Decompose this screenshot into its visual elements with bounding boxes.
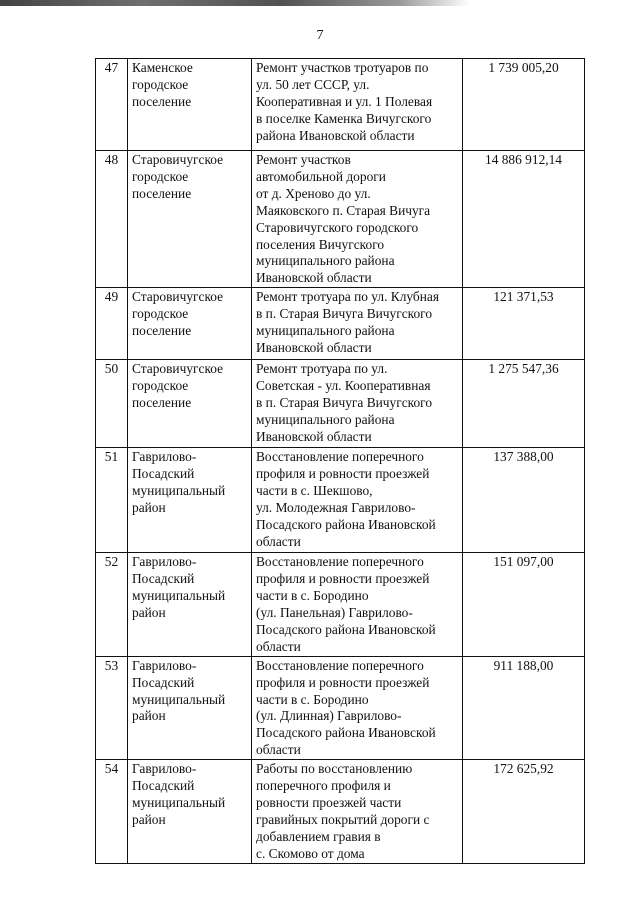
- row-number: 47: [96, 59, 128, 151]
- work-description-cell: Ремонт участков автомобильной дороги от д. Хреново до ул. Маяковского п. Старая Вичуга Старовичугского городского поселения Вичугского муниципального района Ивановской области: [252, 151, 463, 288]
- table-row: [96, 360, 585, 448]
- municipality-cell: Старовичугское городское поселение: [128, 151, 252, 288]
- municipality-cell: Гаврилово- Посадский муниципальный район: [128, 760, 252, 864]
- amount-cell: 137 388,00: [463, 448, 585, 553]
- amount-cell: 14 886 912,14: [463, 151, 585, 288]
- amount-cell: 1 739 005,20: [463, 59, 585, 151]
- table-row: [96, 760, 585, 864]
- table-row: [96, 656, 585, 759]
- amount-cell: 121 371,53: [463, 288, 585, 360]
- municipality-cell: Каменское городское поселение: [128, 59, 252, 151]
- municipality-cell: Старовичугское городское поселение: [128, 360, 252, 448]
- table-row: [96, 288, 585, 360]
- table-row: [96, 151, 585, 288]
- municipality-cell: Гаврилово- Посадский муниципальный район: [128, 656, 252, 759]
- amount-cell: 911 188,00: [463, 656, 585, 759]
- work-description-cell: Ремонт участков тротуаров по ул. 50 лет СССР, ул. Кооперативная и ул. 1 Полевая в поселке Каменка Вичугского района Ивановской области: [252, 59, 463, 151]
- municipality-cell: Гаврилово- Посадский муниципальный район: [128, 448, 252, 553]
- table-row: [96, 553, 585, 656]
- row-number: 53: [96, 656, 128, 759]
- work-description-cell: Ремонт тротуара по ул. Советская - ул. Кооперативная в п. Старая Вичуга Вичугского муниципального района Ивановской области: [252, 360, 463, 448]
- work-description-cell: Восстановление поперечного профиля и ровности проезжей части в с. Бородино (ул. Панельная) Гаврилово- Посадского района Ивановской области: [252, 553, 463, 656]
- row-number: 50: [96, 360, 128, 448]
- amount-cell: 1 275 547,36: [463, 360, 585, 448]
- table-row: [96, 59, 585, 151]
- work-description-cell: Восстановление поперечного профиля и ровности проезжей части в с. Бородино (ул. Длинная) Гаврилово- Посадского района Ивановской области: [252, 656, 463, 759]
- work-description-cell: Ремонт тротуара по ул. Клубная в п. Старая Вичуга Вичугского муниципального района Ивановской области: [252, 288, 463, 360]
- work-description-cell: Восстановление поперечного профиля и ровности проезжей части в с. Шекшово, ул. Молодежная Гаврилово- Посадского района Ивановской области: [252, 448, 463, 553]
- municipality-cell: Старовичугское городское поселение: [128, 288, 252, 360]
- row-number: 51: [96, 448, 128, 553]
- row-number: 48: [96, 151, 128, 288]
- page-number: 7: [316, 28, 324, 43]
- amount-cell: 172 625,92: [463, 760, 585, 864]
- work-description-cell: Работы по восстановлению поперечного профиля и ровности проезжей части гравийных покрытий дороги с добавлением гравия в с. Скомово от дома: [252, 760, 463, 864]
- amount-cell: 151 097,00: [463, 553, 585, 656]
- scan-edge-artifact: [0, 0, 470, 6]
- table-row: [96, 448, 585, 553]
- row-number: 52: [96, 553, 128, 656]
- municipality-cell: Гаврилово- Посадский муниципальный район: [128, 553, 252, 656]
- allocation-table: [95, 58, 585, 864]
- row-number: 54: [96, 760, 128, 864]
- row-number: 49: [96, 288, 128, 360]
